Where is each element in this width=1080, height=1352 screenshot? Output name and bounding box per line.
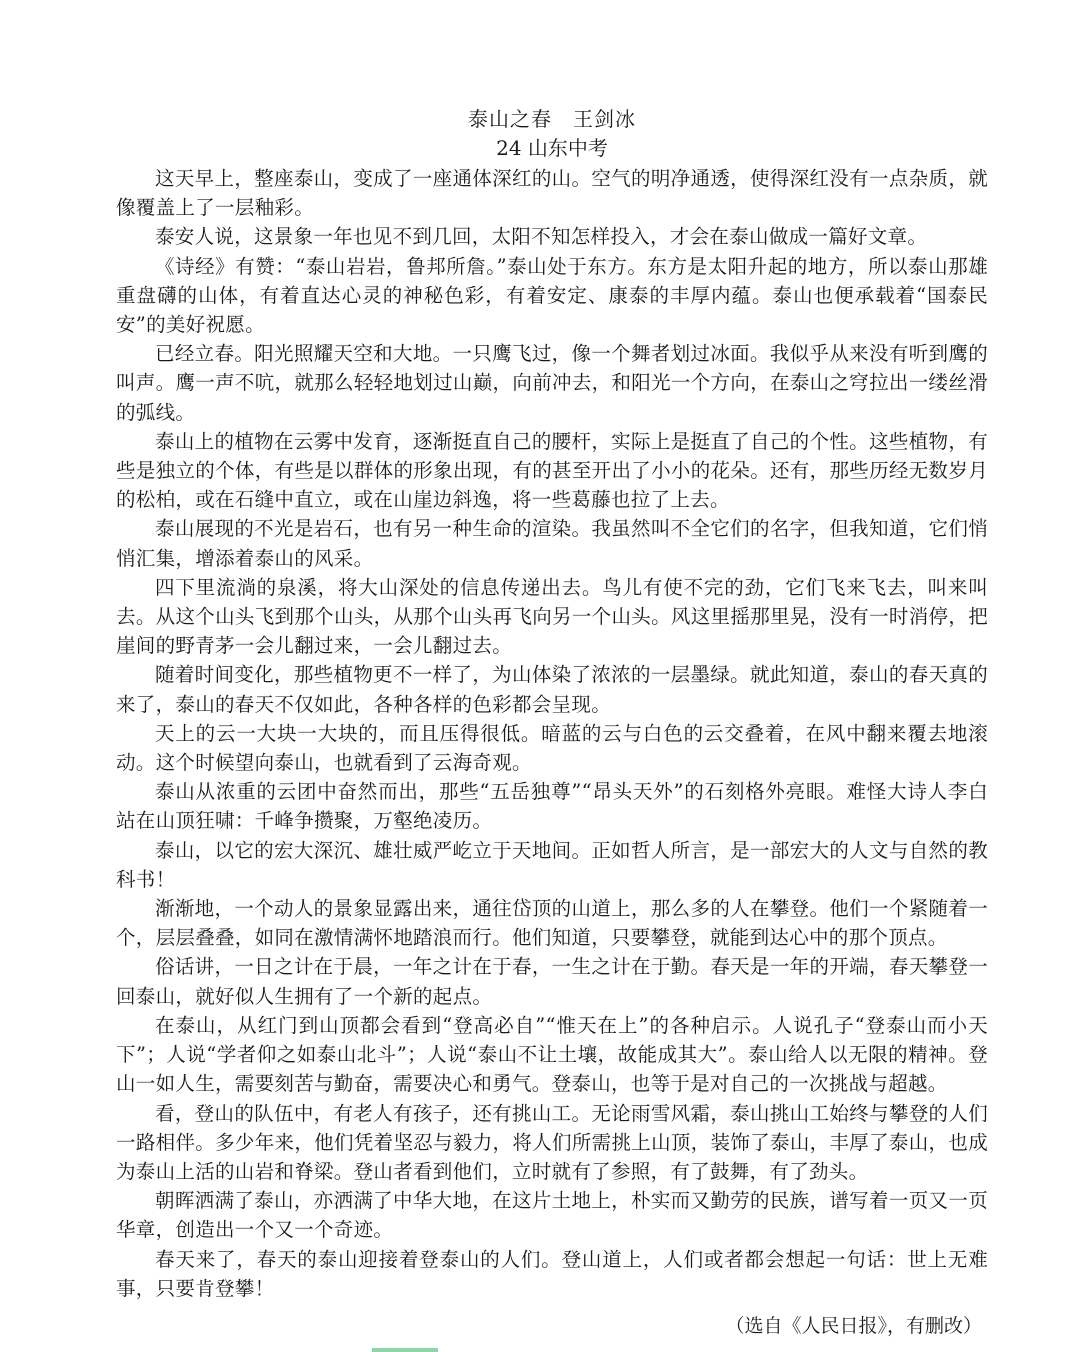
paragraph: 泰山上的植物在云雾中发育，逐渐挺直自己的腰杆，实际上是挺直了自己的个性。这些植物，有些是独立的个体，有些是以群体的形象出现，有的甚至开出了小小的花朵。还有，那些历经无数岁月的松柏，或在石缝中直立，或在山崖边斜逸，将一些葛藤也拉了上去。 [116, 429, 988, 512]
paragraph: 春天来了，春天的泰山迎接着登泰山的人们。登山道上，人们或者都会想起一句话：世上无难事，只要肯登攀！ [116, 1247, 988, 1300]
paragraph: 在泰山，从红门到山顶都会看到“登高必自”“惟天在上”的各种启示。人说孔子“登泰山而小天下”；人说“学者仰之如泰山北斗”；人说“泰山不让土壤，故能成其大”。泰山给人以无限的精神。登山一如人生，需要刻苦与勤奋，需要决心和勇气。登泰山，也等于是对自己的一次挑战与超越。 [116, 1013, 988, 1096]
paragraph: 这天早上，整座泰山，变成了一座通体深红的山。空气的明净通透，使得深红没有一点杂质，就像覆盖上了一层釉彩。 [116, 167, 988, 220]
paragraph: 随着时间变化，那些植物更不一样了，为山体染了浓浓的一层墨绿。就此知道，泰山的春天真的来了，泰山的春天不仅如此，各种各样的色彩都会呈现。 [116, 663, 988, 716]
document-page [116, 104, 988, 1303]
paragraph: 泰安人说，这景象一年也见不到几回，太阳不知怎样投入，才会在泰山做成一篇好文章。 [155, 225, 928, 249]
source-citation: （选自《人民日报》，有删改） [725, 1315, 982, 1337]
paragraph: 《诗经》有赞：“泰山岩岩，鲁邦所詹。”泰山处于东方。东方是太阳升起的地方，所以泰山那雄重盘礴的山体，有着直达心灵的神秘色彩，有着安定、康泰的丰厚内蕴。泰山也便承载着“国泰民安”的美好祝愿。 [116, 254, 988, 337]
exam-source-label: 24 山东中考 [496, 136, 608, 160]
paragraph: 泰山展现的不光是岩石，也有另一种生命的渲染。我虽然叫不全它们的名字，但我知道，它们悄悄汇集，增添着泰山的风采。 [116, 517, 988, 570]
paragraph: 渐渐地，一个动人的景象显露出来，通往岱顶的山道上，那么多的人在攀登。他们一个紧随着一个，层层叠叠，如同在激情满怀地踏浪而行。他们知道，只要攀登，就能到达心中的那个顶点。 [116, 897, 988, 950]
paragraph: 天上的云一大块一大块的，而且压得很低。暗蓝的云与白色的云交叠着，在风中翻来覆去地滚动。这个时候望向泰山，也就看到了云海奇观。 [116, 721, 988, 775]
paragraph: 看，登山的队伍中，有老人有孩子，还有挑山工。无论雨雪风霜，泰山挑山工始终与攀登的人们一路相伴。多少年来，他们凭着坚忍与毅力，将人们所需挑上山顶，装饰了泰山，丰厚了泰山，也成为泰山上活的山岩和脊梁。登山者看到他们，立时就有了参照，有了鼓舞，有了劲头。 [116, 1101, 988, 1183]
essay-body [116, 164, 988, 1303]
paragraph: 已经立春。阳光照耀天空和大地。一只鹰飞过，像一个舞者划过冰面。我似乎从来没有听到鹰的叫声。鹰一声不吭，就那么轻轻地划过山巅，向前冲去，和阳光一个方向，在泰山之穹拉出一缕丝滑的弧线。 [116, 342, 988, 424]
paragraph: 泰山从浓重的云团中奋然而出，那些“五岳独尊”“昂头天外”的石刻格外亮眼。难怪大诗人李白站在山顶狂啸：千峰争攒聚，万壑绝凌历。 [116, 780, 988, 833]
paragraph: 泰山，以它的宏大深沉、雄壮威严屹立于天地间。正如哲人所言，是一部宏大的人文与自然的教科书！ [116, 838, 988, 891]
paragraph: 朝晖洒满了泰山，亦洒满了中华大地，在这片土地上，朴实而又勤劳的民族，谱写着一页又一页华章，创造出一个又一个奇迹。 [116, 1189, 988, 1242]
paragraph: 四下里流淌的泉溪，将大山深处的信息传递出去。鸟儿有使不完的劲，它们飞来飞去，叫来叫去。从这个山头飞到那个山头，从那个山头再飞向另一个山头。风这里摇那里晃，没有一时消停，把崖间的野青茅一会儿翻过来，一会儿翻过去。 [116, 575, 988, 658]
essay-title: 泰山之春 王剑冰 [468, 107, 636, 131]
bottom-accent-bar [372, 1348, 438, 1352]
paragraph: 俗话讲，一日之计在于晨，一年之计在于春，一生之计在于勤。春天是一年的开端，春天攀登一回泰山，就好似人生拥有了一个新的起点。 [116, 955, 988, 1008]
